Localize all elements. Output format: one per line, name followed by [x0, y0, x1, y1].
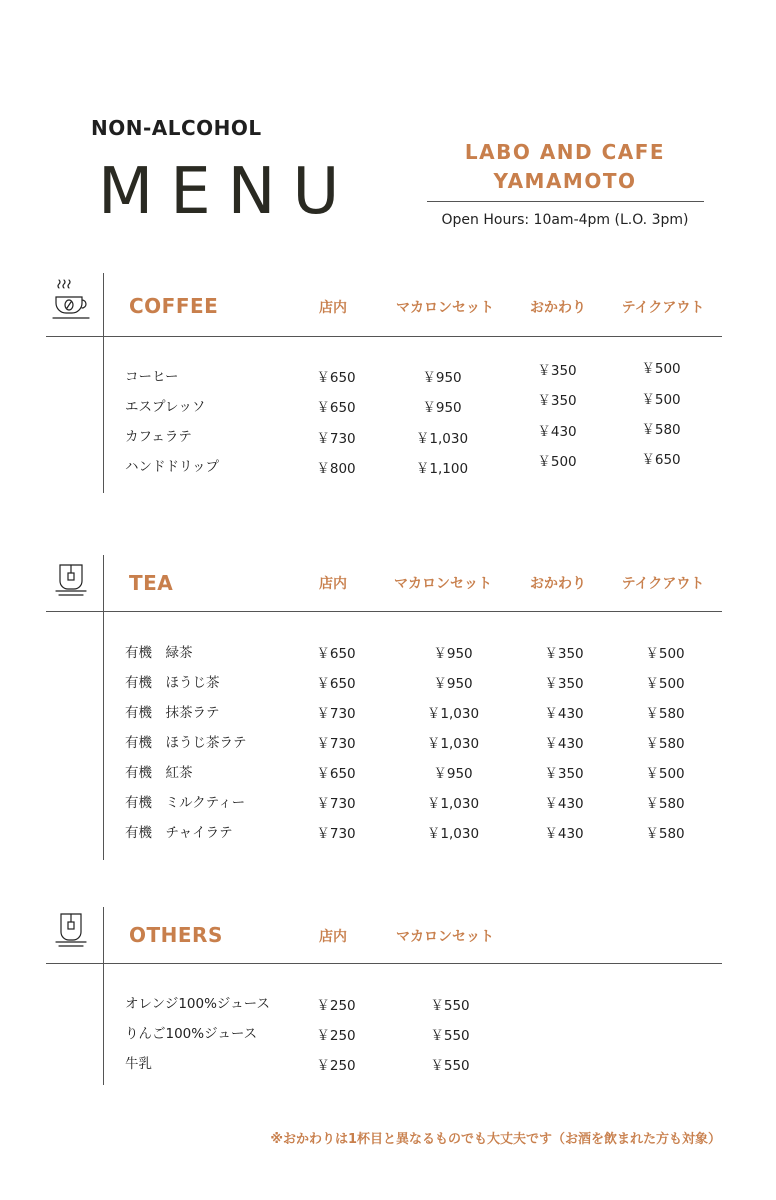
price-dine-in: ￥730 — [316, 431, 356, 447]
col-head-takeout: テイクアウト — [621, 576, 705, 592]
col-head-dine-in: 店内 — [319, 576, 347, 592]
menu-item-name: エスプレッソ — [125, 399, 206, 415]
section-title-coffee: COFFEE — [129, 294, 219, 318]
tea-vertical-rule — [103, 555, 104, 860]
menu-item-name: ハンドドリップ — [125, 459, 219, 475]
col-head-refill: おかわり — [530, 300, 586, 316]
price-refill: ￥350 — [537, 363, 577, 379]
price-takeout: ￥580 — [645, 796, 685, 812]
footer-note: ※おかわりは1杯目と異なるものでも大丈夫です（お酒を飲まれた方も対象） — [270, 1132, 721, 1147]
price-dine-in: ￥650 — [316, 766, 356, 782]
price-macaron-set: ￥1,030 — [426, 706, 480, 722]
glass-icon — [52, 908, 92, 954]
menu-item-name: 有機 緑茶 — [125, 645, 193, 661]
price-refill: ￥350 — [544, 766, 584, 782]
shop-name-line2: YAMAMOTO — [493, 169, 637, 193]
price-refill: ￥430 — [544, 706, 584, 722]
price-refill: ￥350 — [544, 676, 584, 692]
price-macaron-set: ￥550 — [430, 1058, 470, 1074]
menu-item-name: カフェラテ — [125, 429, 192, 445]
price-dine-in: ￥650 — [316, 676, 356, 692]
price-refill: ￥350 — [537, 393, 577, 409]
others-divider — [46, 963, 722, 964]
price-dine-in: ￥650 — [316, 400, 356, 416]
menu-item-name: 有機 紅茶 — [125, 765, 193, 781]
shop-name-line1: LABO AND CAFE — [464, 140, 666, 164]
price-takeout: ￥500 — [645, 676, 685, 692]
price-macaron-set: ￥950 — [433, 676, 473, 692]
menu-subtitle: NON-ALCOHOL — [91, 116, 262, 140]
coffee-cup-icon — [50, 277, 90, 323]
price-takeout: ￥580 — [641, 422, 681, 438]
price-refill: ￥350 — [544, 646, 584, 662]
menu-item-name: 有機 チャイラテ — [125, 825, 233, 841]
others-vertical-rule — [103, 907, 104, 1085]
price-dine-in: ￥250 — [316, 998, 356, 1014]
col-head-dine-in: 店内 — [319, 929, 347, 945]
col-head-refill: おかわり — [530, 576, 586, 592]
col-head-dine-in: 店内 — [319, 300, 347, 316]
price-refill: ￥430 — [544, 736, 584, 752]
price-macaron-set: ￥1,030 — [426, 796, 480, 812]
price-dine-in: ￥730 — [316, 796, 356, 812]
price-refill: ￥500 — [537, 454, 577, 470]
price-takeout: ￥500 — [641, 392, 681, 408]
price-dine-in: ￥800 — [316, 461, 356, 477]
price-macaron-set: ￥1,030 — [415, 431, 469, 447]
open-hours: Open Hours: 10am-4pm (L.O. 3pm) — [441, 212, 689, 228]
price-macaron-set: ￥950 — [422, 400, 462, 416]
coffee-vertical-rule — [103, 273, 104, 493]
price-dine-in: ￥730 — [316, 736, 356, 752]
price-macaron-set: ￥1,030 — [426, 736, 480, 752]
price-takeout: ￥500 — [641, 361, 681, 377]
price-takeout: ￥500 — [645, 766, 685, 782]
price-takeout: ￥580 — [645, 706, 685, 722]
menu-item-name: 有機 抹茶ラテ — [125, 705, 220, 721]
price-macaron-set: ￥550 — [430, 998, 470, 1014]
price-takeout: ￥580 — [645, 736, 685, 752]
price-dine-in: ￥250 — [316, 1028, 356, 1044]
menu-item-name: 有機 ほうじ茶ラテ — [125, 735, 247, 751]
price-refill: ￥430 — [537, 424, 577, 440]
tea-cup-icon — [52, 557, 92, 603]
price-dine-in: ￥650 — [316, 646, 356, 662]
price-macaron-set: ￥1,030 — [426, 826, 480, 842]
price-macaron-set: ￥1,100 — [415, 461, 469, 477]
coffee-divider — [46, 336, 722, 337]
menu-item-name: 有機 ほうじ茶 — [125, 675, 220, 691]
price-macaron-set: ￥950 — [433, 766, 473, 782]
price-dine-in: ￥650 — [316, 370, 356, 386]
shop-name — [427, 138, 703, 196]
price-dine-in: ￥730 — [316, 826, 356, 842]
tea-divider — [46, 611, 722, 612]
shop-divider — [427, 201, 704, 202]
section-title-others: OTHERS — [129, 923, 223, 947]
price-refill: ￥430 — [544, 826, 584, 842]
price-takeout: ￥650 — [641, 452, 681, 468]
price-macaron-set: ￥550 — [430, 1028, 470, 1044]
col-head-macaron-set: マカロンセット — [394, 576, 492, 592]
menu-item-name: コーヒー — [125, 369, 179, 385]
menu-item-name: オレンジ100%ジュース — [125, 996, 270, 1012]
menu-item-name: りんご100%ジュース — [125, 1026, 258, 1042]
price-takeout: ￥580 — [645, 826, 685, 842]
price-macaron-set: ￥950 — [422, 370, 462, 386]
menu-item-name: 有機 ミルクティー — [125, 795, 246, 811]
section-title-tea: TEA — [129, 571, 174, 595]
col-head-macaron-set: マカロンセット — [396, 929, 494, 945]
price-dine-in: ￥250 — [316, 1058, 356, 1074]
price-dine-in: ￥730 — [316, 706, 356, 722]
price-refill: ￥430 — [544, 796, 584, 812]
col-head-macaron-set: マカロンセット — [396, 300, 494, 316]
col-head-takeout: テイクアウト — [621, 300, 705, 316]
menu-title: MENU — [98, 155, 357, 229]
price-macaron-set: ￥950 — [433, 646, 473, 662]
menu-item-name: 牛乳 — [125, 1056, 152, 1072]
price-takeout: ￥500 — [645, 646, 685, 662]
